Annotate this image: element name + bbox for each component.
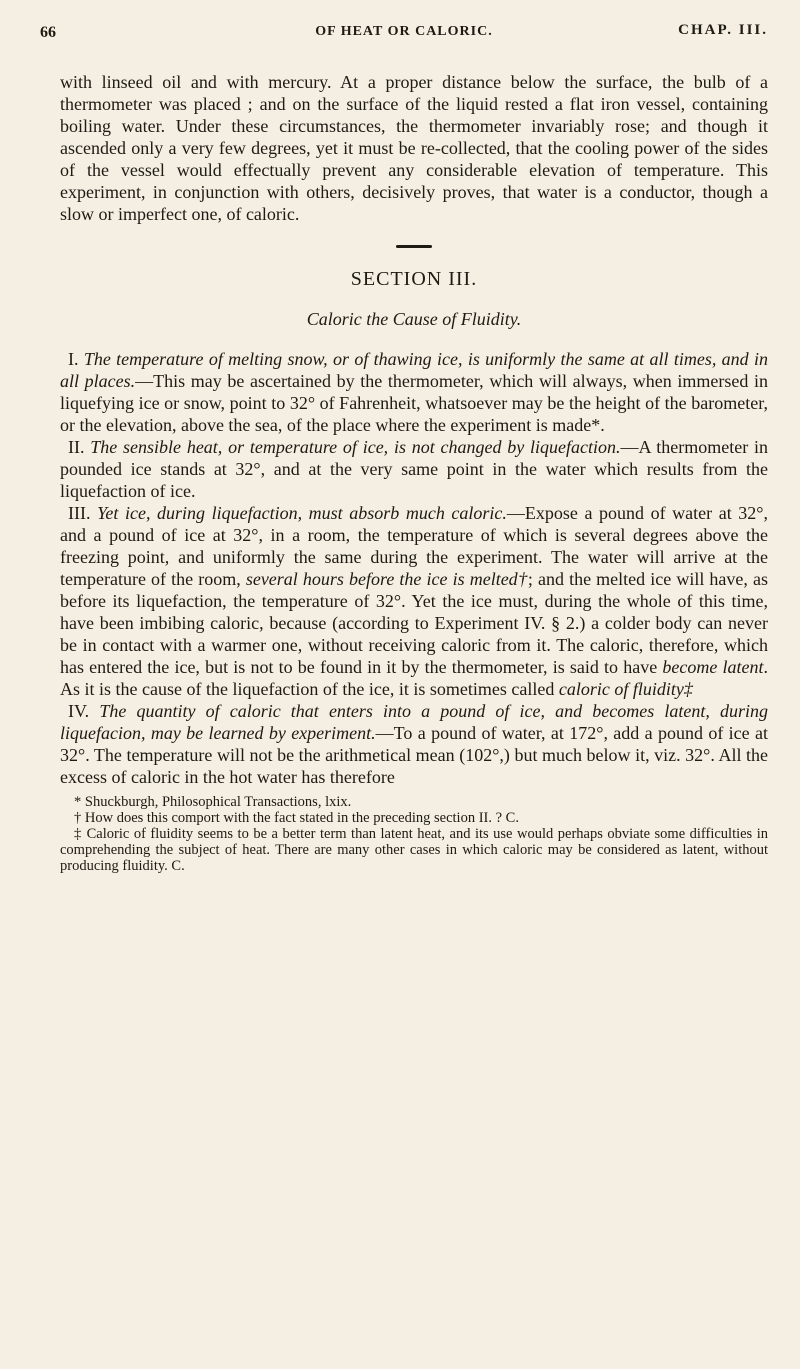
paragraph-title: The sensible heat, or temperature of ice, is not changed by liquefaction.	[90, 437, 621, 457]
section-subtitle: Caloric the Cause of Fluidity.	[306, 309, 522, 329]
emphasis: several hours before the ice is melted†	[245, 569, 528, 589]
paragraph-body: —This may be ascertained by the thermometer, which will always, when immersed in liquefying ice or snow, point to 32° of Fahrenheit, whatsoever may be the height of the barometer, or the elevation, above the sea, of the place where the experiment is made*.	[60, 371, 768, 435]
paragraph-title: The temperature of melting snow, or of thawing ice, is uniformly the same at all times, and in all places.	[60, 349, 768, 391]
paragraph-2	[60, 436, 768, 502]
continuation-paragraph: with linseed oil and with mercury. At a proper distance below the surface, the bulb of a thermometer was placed ; and on the surface of the liquid rested a flat iron vessel, containing boiling water. Under these circumstances, the thermometer invariably rose; and though it ascended only a very few degrees, yet it must be re-collected, that the cooling power of the sides of the vessel would effectually prevent any considerable elevation of temperature. This experiment, in conjunction with others, decisively proves, that water is a conductor, though a slow or imperfect one, of caloric.	[60, 72, 768, 224]
page-header	[40, 12, 768, 52]
footnotes	[60, 794, 768, 874]
paragraph-number: III.	[68, 503, 91, 523]
paragraph-4	[60, 700, 768, 788]
chapter-label: CHAP. III.	[678, 22, 768, 38]
paragraph-body: . As it is the cause of the liquefaction of the ice, it is sometimes called	[60, 657, 768, 699]
section-heading: SECTION III.	[350, 268, 478, 290]
paragraph-number: IV.	[68, 701, 90, 721]
footnote: * Shuckburgh, Philosophical Transactions, lxix.	[74, 794, 352, 810]
paragraph-number: II.	[68, 437, 85, 457]
footnote: † How does this comport with the fact stated in the preceding section II. ? C.	[74, 810, 519, 826]
emphasis: caloric of fluidity‡	[558, 679, 693, 699]
page-number: 66	[40, 24, 56, 41]
paragraph-number: I.	[68, 349, 79, 369]
paragraph-3	[60, 502, 768, 700]
paragraph-body: ; and the melted ice will have, as before its liquefaction, the temperature of 32°. Yet the ice must, during the whole of this time, have been imbibing caloric, because (according to Experiment IV. § 2.) a colder body can never be in contact with a warmer one, without receiving caloric from it. The caloric, therefore, which has entered the ice, but is not to be found in it by the thermometer, is said to have	[60, 569, 768, 677]
page-body	[60, 71, 768, 874]
paragraph-1	[60, 348, 768, 436]
paragraph-title: Yet ice, during liquefaction, must absorb much caloric.	[97, 503, 507, 523]
emphasis: become latent	[662, 657, 764, 677]
footnote: ‡ Caloric of fluidity seems to be a better term than latent heat, and its use would perhaps obviate some difficulties in comprehending the subject of heat. There are many other cases in which caloric may be considered as latent, without producing fluidity. C.	[60, 826, 768, 874]
section-divider	[396, 245, 432, 248]
paragraph-body: —Expose a pound of water at 32°, and a pound of ice at 32°, in a room, the temperature of which is several degrees above the freezing point, and uniformly the same during the experiment. The water will arrive at the temperature of the room,	[60, 503, 768, 589]
paragraph-body: —A thermometer in pounded ice stands at 32°, and at the very same point in the water which results from the liquefaction of ice.	[60, 437, 769, 501]
running-title: OF HEAT OR CALORIC.	[315, 24, 493, 39]
paragraph-title: The quantity of caloric that enters into a pound of ice, and becomes latent, during liquefacion, may be learned by experiment.	[60, 701, 769, 743]
paragraph-body: —To a pound of water, at 172°, add a pound of ice at 32°. The temperature will not be the arithmetical mean (102°,) but much below it, viz. 32°. All the excess of caloric in the hot water has therefore	[60, 723, 769, 787]
